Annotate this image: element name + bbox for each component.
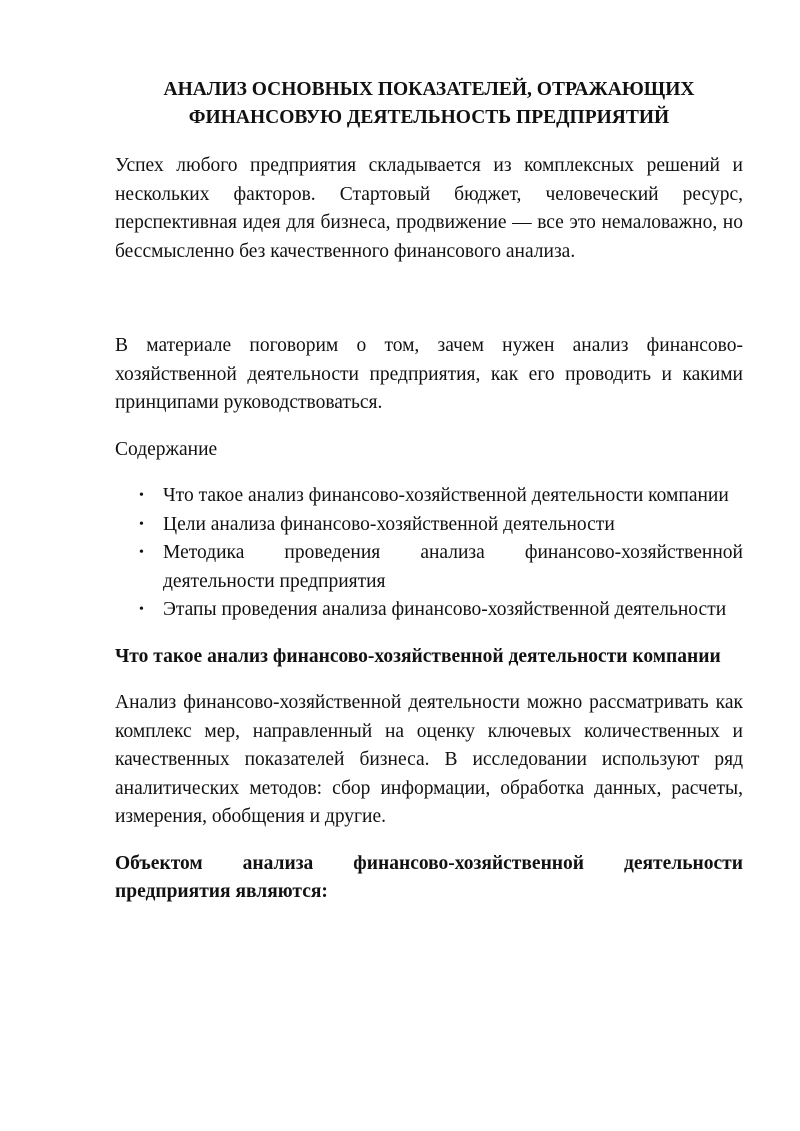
section-heading: Что такое анализ финансово-хозяйственной деятельности компании bbox=[115, 645, 721, 667]
toc-heading: Содержание bbox=[115, 438, 218, 460]
intro-paragraph: Успех любого предприятия складывается из комплексных решений и нескольких факторов. Стартовый бюджет, человеческий ресурс, перспективная идея для бизнеса, продвижение — все это немаловажно, но бессмысленно без качественного финансового анализа. bbox=[115, 155, 743, 262]
overview-paragraph: В материале поговорим о том, зачем нужен анализ финансово-хозяйственной деятельности предприятия, как его проводить и какими принципами руководствоваться. bbox=[115, 335, 743, 413]
toc-item-label: Что такое анализ финансово-хозяйственной деятельности компании bbox=[163, 485, 729, 506]
toc-item-label: Цели анализа финансово-хозяйственной деятельности bbox=[163, 513, 615, 535]
toc-item[interactable] bbox=[115, 539, 743, 596]
toc-item-label: Этапы проведения анализа финансово-хозяйственной деятельности bbox=[163, 599, 727, 620]
toc-item-label: Методика проведения анализа финансово-хозяйственной деятельности предприятия bbox=[163, 542, 743, 592]
section-heading: Объектом анализа финансово-хозяйственной деятельности предприятия являются: bbox=[115, 852, 743, 902]
toc-list bbox=[115, 482, 743, 625]
bullet-icon: • bbox=[139, 516, 144, 532]
toc-item[interactable] bbox=[115, 482, 743, 511]
bullet-icon: • bbox=[139, 602, 144, 617]
document-title: АНАЛИЗ ОСНОВНЫХ ПОКАЗАТЕЛЕЙ, ОТРАЖАЮЩИХ ФИНАНСОВУЮ ДЕЯТЕЛЬНОСТЬ ПРЕДПРИЯТИЙ bbox=[163, 79, 695, 128]
toc-item[interactable] bbox=[115, 511, 743, 540]
section-paragraph: Анализ финансово-хозяйственной деятельности можно рассматривать как комплекс мер, направленный на оценку ключевых количественных и качественных показателей бизнеса. В исследовании используют ряд аналитических методов: сбор информации, обработка данных, расчеты, измерения, обобщения и другие. bbox=[115, 692, 743, 827]
bullet-icon: • bbox=[139, 488, 144, 503]
bullet-icon: • bbox=[139, 545, 144, 560]
toc-item[interactable] bbox=[115, 596, 743, 625]
document-page bbox=[115, 76, 743, 907]
